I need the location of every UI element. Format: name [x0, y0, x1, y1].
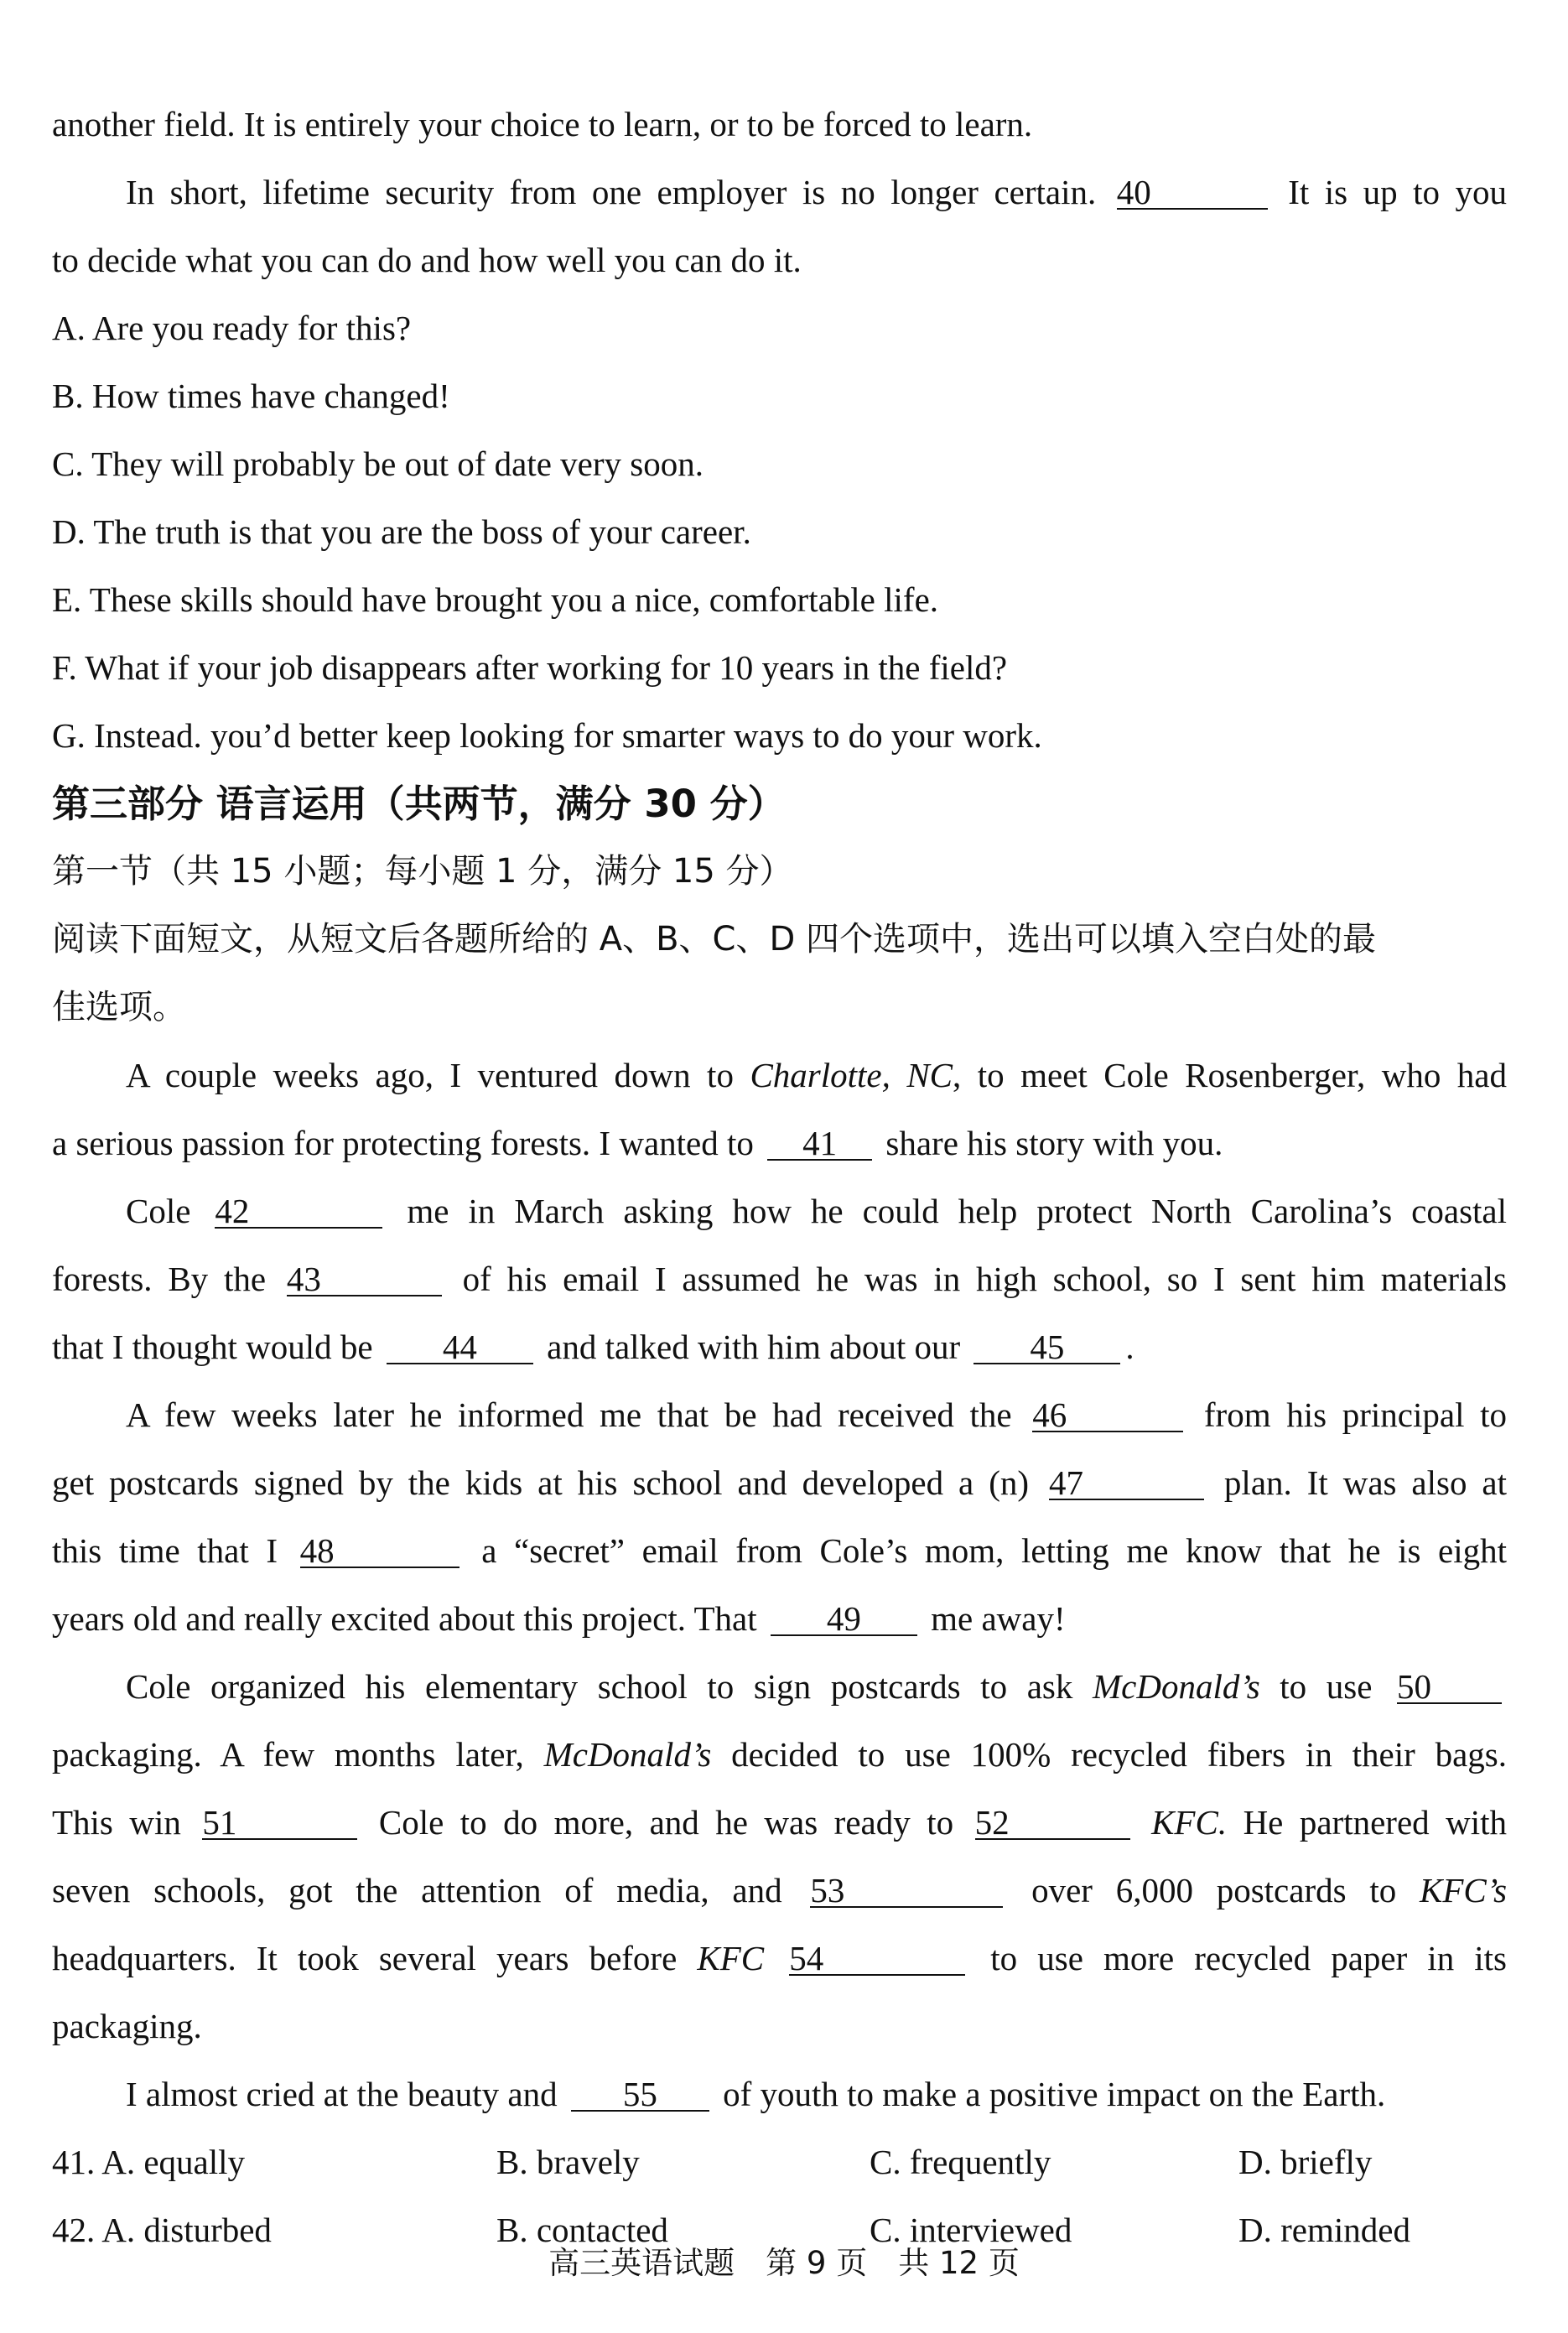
option-c: C. frequently [870, 2143, 1051, 2181]
option-d: D. reminded [1238, 2211, 1410, 2249]
option-a: 42. A. disturbed [52, 2211, 272, 2249]
option-item: D. The truth is that you are the boss of your career. [52, 512, 751, 551]
option-item: B. How times have changed! [52, 377, 450, 415]
blank-44: 44 [387, 1331, 533, 1364]
part-heading: 第三部分 语言运用（共两节，满分 30 分） [52, 782, 786, 826]
blank-41: 41 [767, 1127, 872, 1161]
option-b: B. bravely [496, 2143, 640, 2181]
blank-51: 51 [202, 1806, 357, 1840]
option-d: D. briefly [1238, 2143, 1373, 2181]
cloze-line: headquarters. It took several years before KFC 54 to use more recycled paper in its [52, 1939, 1508, 1977]
cloze-line: A few weeks later he informed me that be had received the 46 from his principal to [126, 1395, 1508, 1434]
cloze-line: Cole 42 me in March asking how he could help protect North Carolina’s coastal [126, 1192, 1508, 1230]
cloze-line: A couple weeks ago, I ventured down to Charlotte, NC, to meet Cole Rosenberger, who had [126, 1056, 1507, 1094]
question-row [52, 2128, 1507, 2196]
blank-46: 46 [1032, 1399, 1183, 1432]
option-item: A. Are you ready for this? [52, 309, 412, 347]
option-a: 41. A. equally [52, 2143, 246, 2181]
section-heading: 第一节（共 15 小题；每小题 1 分，满分 15 分） [52, 852, 793, 891]
cloze-line: This win 51 Cole to do more, and he was ready to 52 KFC. He partnered with [52, 1803, 1508, 1842]
blank-47: 47 [1049, 1467, 1204, 1500]
blank-43: 43 [287, 1263, 442, 1296]
cloze-line: this time that I 48 a “secret” email from Cole’s mom, letting me know that he is eight [52, 1531, 1508, 1570]
blank-55: 55 [571, 2078, 709, 2112]
passage-line: In short, lifetime security from one employer is no longer certain. 40 It is up to you [126, 173, 1507, 211]
blank-54: 54 [789, 1942, 965, 1976]
cloze-line: that I thought would be 44 and talked with him about our 45 . [52, 1328, 1134, 1366]
option-item: F. What if your job disappears after working for 10 years in the field? [52, 648, 1008, 687]
cloze-line: a serious passion for protecting forests. I wanted to 41 share his story with you. [52, 1124, 1223, 1162]
blank-50: 50 [1397, 1671, 1502, 1704]
cloze-line: get postcards signed by the kids at his school and developed a (n) 47 plan. It was also at [52, 1463, 1508, 1502]
blank-49: 49 [771, 1603, 917, 1636]
option-b: B. contacted [496, 2211, 668, 2249]
option-c: C. interviewed [870, 2211, 1072, 2249]
blank-48: 48 [300, 1535, 459, 1568]
cloze-line: I almost cried at the beauty and 55 of youth to make a positive impact on the Earth. [126, 2075, 1386, 2113]
instruction-line: 阅读下面短文，从短文后各题所给的 A、B、C、D 四个选项中，选出可以填入空白处的最 [52, 920, 1376, 959]
instruction-line: 佳选项。 [52, 988, 186, 1026]
cloze-line: Cole organized his elementary school to sign postcards to ask McDonald’s to use 50 [52, 1653, 1507, 1721]
option-item: G. Instead. you’d better keep looking for smarter ways to do your work. [52, 716, 1042, 755]
exam-page [52, 91, 1507, 2264]
cloze-line: seven schools, got the attention of media, and 53 over 6,000 postcards to KFC’s [52, 1871, 1508, 1910]
blank-52: 52 [975, 1806, 1130, 1840]
blank-53: 53 [810, 1874, 1003, 1908]
option-item: E. These skills should have brought you a nice, comfortable life. [52, 580, 939, 619]
cloze-line: forests. By the 43 of his email I assumed he was in high school, so I sent him materials [52, 1260, 1508, 1298]
blank-45: 45 [974, 1331, 1120, 1364]
passage-line: to decide what you can do and how well you can do it. [52, 241, 802, 279]
cloze-line: packaging. [52, 2007, 202, 2045]
cloze-passage [52, 1042, 1507, 2128]
options-list [52, 294, 1507, 770]
blank-40: 40 [1117, 176, 1268, 210]
option-item: C. They will probably be out of date very soon. [52, 444, 704, 483]
cloze-line: years old and really excited about this project. That 49 me away! [52, 1599, 1066, 1638]
page-footer: 高三英语试题 第 9 页 共 12 页 [548, 2245, 1020, 2281]
cloze-line: packaging. A few months later, McDonald’s decided to use 100% recycled fibers in their bags. [52, 1735, 1508, 1774]
blank-42: 42 [215, 1195, 382, 1229]
passage-line: another field. It is entirely your choice to learn, or to be forced to learn. [52, 105, 1033, 143]
